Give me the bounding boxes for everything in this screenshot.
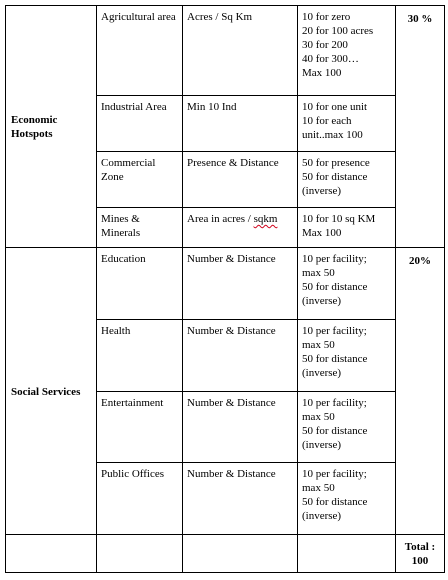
misspelled-word: sqkm <box>253 213 278 225</box>
scoring-line: (inverse) <box>302 439 342 451</box>
table-row-education <box>6 248 445 320</box>
scoring-cell <box>298 463 396 535</box>
table-row-agricultural <box>6 6 445 96</box>
scoring-line: max 50 <box>302 339 335 351</box>
measure-cell: Min 10 Ind <box>183 96 298 152</box>
scoring-line: unit..max 100 <box>302 129 363 141</box>
factor-cell: Health <box>97 320 183 392</box>
measure-text: Area in acres / sqkm <box>187 213 278 225</box>
scoring-line: 50 for presence <box>302 157 370 169</box>
factor-cell: Industrial Area <box>97 96 183 152</box>
empty-cell <box>97 535 183 573</box>
measure-cell <box>183 208 298 248</box>
scoring-line: 30 for 200 <box>302 39 348 51</box>
measure-cell: Acres / Sq Km <box>183 6 298 96</box>
scoring-cell <box>298 208 396 248</box>
empty-cell <box>183 535 298 573</box>
category-label: Economic <box>11 114 58 126</box>
factor-cell: Public Offices <box>97 463 183 535</box>
scoring-line: 40 for 300… <box>302 53 359 65</box>
factor-cell: Education <box>97 248 183 320</box>
scoring-line: max 50 <box>302 267 335 279</box>
scoring-line: 10 per facility; <box>302 253 367 265</box>
scoring-line: 50 for distance <box>302 353 368 365</box>
scoring-cell <box>298 6 396 96</box>
total-value: 100 <box>411 555 429 567</box>
scoring-line: 10 per facility; <box>302 325 367 337</box>
scoring-line: Max 100 <box>302 67 342 79</box>
scoring-line: 50 for distance <box>302 171 368 183</box>
total-label: Total : <box>404 541 436 553</box>
scoring-line: (inverse) <box>302 510 342 522</box>
factor-cell: Entertainment <box>97 392 183 463</box>
scoring-cell <box>298 392 396 463</box>
category-social-services <box>6 248 97 535</box>
scoring-cell <box>298 320 396 392</box>
weight-social-services: 20% <box>396 248 445 535</box>
scoring-cell <box>298 152 396 208</box>
scoring-line: 10 for zero <box>302 11 351 23</box>
total-cell <box>396 535 445 573</box>
scoring-line: (inverse) <box>302 185 342 197</box>
empty-cell <box>6 535 97 573</box>
scoring-line: (inverse) <box>302 295 342 307</box>
scoring-line: (inverse) <box>302 367 342 379</box>
factor-cell: Mines & Minerals <box>97 208 183 248</box>
scoring-line: 50 for distance <box>302 281 368 293</box>
scoring-line: 10 per facility; <box>302 397 367 409</box>
empty-cell <box>298 535 396 573</box>
measure-cell: Presence & Distance <box>183 152 298 208</box>
scoring-line: 20 for 100 acres <box>302 25 374 37</box>
weight-economic-hotspots: 30 % <box>396 6 445 248</box>
category-label: Social Services <box>11 385 81 398</box>
scoring-line: 50 for distance <box>302 425 368 437</box>
measure-cell: Number & Distance <box>183 392 298 463</box>
factor-cell: Agricultural area <box>97 6 183 96</box>
category-economic-hotspots <box>6 6 97 248</box>
measure-cell: Number & Distance <box>183 248 298 320</box>
scoring-line: max 50 <box>302 411 335 423</box>
scoring-line: 50 for distance <box>302 496 368 508</box>
scoring-line: 10 for one unit <box>302 101 368 113</box>
factor-cell: Commercial Zone <box>97 152 183 208</box>
scoring-cell <box>298 248 396 320</box>
table-row-total <box>6 535 445 573</box>
measure-cell: Number & Distance <box>183 463 298 535</box>
measure-cell: Number & Distance <box>183 320 298 392</box>
scoring-cell <box>298 96 396 152</box>
scoring-line: Max 100 <box>302 227 342 239</box>
category-label: Hotspots <box>11 128 53 140</box>
scoring-line: 10 per facility; <box>302 468 367 480</box>
scoring-line: 10 for 10 sq KM <box>302 213 376 225</box>
scoring-line: 10 for each <box>302 115 352 127</box>
scoring-table <box>5 5 445 573</box>
scoring-line: max 50 <box>302 482 335 494</box>
